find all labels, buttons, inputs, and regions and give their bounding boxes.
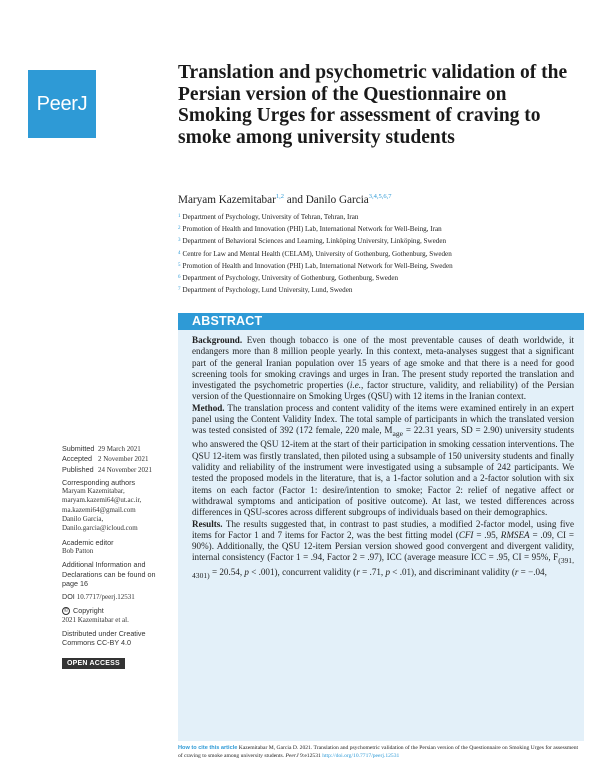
date-submitted: Submitted 29 March 2021 xyxy=(62,444,141,453)
author-line xyxy=(178,193,392,206)
affiliation-item: $^5$ Promotion of Health and Innovation (PHI) Lab, International Network for Well-Being, Sweden xyxy=(178,261,453,270)
affiliation-list xyxy=(178,211,578,296)
abstract-heading: ABSTRACT xyxy=(178,313,584,330)
citation-footer xyxy=(178,744,584,760)
corresponding-authors: Corresponding authors Maryam Kazemitabar, maryam.kazemi64@ut.ac.ir, ma.kazemi64@gmail.com Danilo Garcia, Danilo.garcia@icloud.com xyxy=(62,478,170,534)
citation-doi-link[interactable]: http://doi.org/10.7717/peerj.12531 xyxy=(322,753,400,759)
date-accepted: Accepted 2 November 2021 xyxy=(62,454,149,464)
affiliation-item: $^3$ Department of Behavioral Sciences and Learning, Linköping University, Linköping, Sweden xyxy=(178,237,447,246)
abstract-body xyxy=(178,330,584,581)
publication-dates xyxy=(62,444,170,475)
affiliation-item: $^4$ Centre for Law and Mental Health (CELAM), University of Gothenburg, Gothenburg, Sweden xyxy=(178,249,452,258)
author-name[interactable]: Danilo Garcia xyxy=(305,194,369,206)
copyright-icon: © xyxy=(63,608,69,615)
logo-text: PeerJ xyxy=(36,92,88,115)
corresponding-email[interactable]: ma.kazemi64@gmail.com xyxy=(62,505,136,514)
license-block: Distributed under Creative Commons CC-BY 4.0 xyxy=(62,629,146,648)
doi-block: DOI 10.7717/peerj.12531 xyxy=(62,592,135,602)
affiliation-item: $^6$ Department of Psychology, University of Gothenburg, Gothenburg, Sweden xyxy=(178,274,399,283)
citation-volume: 9:e12531 xyxy=(299,753,321,759)
citation-journal: PeerJ xyxy=(285,753,299,759)
peerj-logo[interactable] xyxy=(28,70,96,138)
copyright-block: © Copyright 2021 Kazemitabar et al. xyxy=(62,606,129,624)
abstract-box xyxy=(178,313,584,741)
abstract-background: Background. Even though tobacco is one of the most preventable causes of death worldwide, it endangers more than 8 million people yearly. In this context, meta-analyses suggest that a significant part of the general Iranian population over 15 years of age smoke and that there is a need for good screening tools for smoking cravings and urges in Iran. The present study reported the translation and investigated the psychometric properties (i.e., factor structure, validity, and reliability) of the Persian version of the Questionnaire on Smoking Urges (QSU) with 12 items in the Iranian context. xyxy=(192,335,574,402)
citation-text: Kazemitabar M, Garcia D. 2021. Translation and psychometric validation of the Persian version of the Questionnaire on Smoking Urges for assessment of craving to smoke among university students. xyxy=(178,745,579,759)
affiliation-item: $^1$ Department of Psychology, University of Tehran, Tehran, Iran xyxy=(178,213,359,221)
open-access-badge: OPEN ACCESS xyxy=(62,658,125,669)
affiliation-item: $^2$ Promotion of Health and Innovation (PHI) Lab, International Network for Well-Being, Iran xyxy=(178,225,442,234)
abstract-results: Results. The results suggested that, in contrast to past studies, a modified 2-factor model, using five items for Factor 1 and 7 items for Factor 2, was the best fitting model (CFI = .95, RMSEA = .09, CI = 90%). Additionally, the QSU 12-item Persian version showed good convergent and divergent validity, internal consistency (Factor 1 = .94, Factor 2 = .97), ICC (average measure ICC = .95, CI = 95%, $F_{(391, 4301)} = 20.54$, p < .001), concurrent validity (r = .71, p < .01), and discriminant validity (r = −.04, xyxy=(192,518,575,580)
citation-label: How to cite this article xyxy=(178,745,238,751)
author-affil-ref[interactable]: 3,4,5,6,7 xyxy=(368,193,392,200)
affiliation-item: $^7$ Department of Psychology, Lund University, Lund, Sweden xyxy=(178,286,353,295)
doi-link[interactable]: 10.7717/peerj.12531 xyxy=(76,593,135,602)
corresponding-email[interactable]: maryam.kazemi64@ut.ac.ir, xyxy=(62,496,142,505)
date-published: Published 24 November 2021 xyxy=(62,464,153,474)
article-sidebar xyxy=(62,444,170,670)
academic-editor: Academic editor Bob Patton xyxy=(62,537,114,555)
corresponding-line: Danilo Garcia, xyxy=(62,515,104,524)
additional-information: Additional Information and Declarations can be found on page 16 xyxy=(62,560,156,588)
author-name[interactable]: Maryam Kazemitabar xyxy=(178,194,276,206)
corresponding-line: Maryam Kazemitabar, xyxy=(62,487,125,496)
article-title: Translation and psychometric validation of the Persian version of the Questionnaire on Smoking Urges for assessment of craving to smoke among university students xyxy=(178,62,568,148)
abstract-method: Method. The translation process and content validity of the items were examined entirely in an expert panel using the Content Validity Index. The total sample of participants in which the translated version was tested consisted of 392 (172 female, 220 male, $M_{age} = 22.31$ years, SD = 2.90) university students who answered the QSU 12-item at the start of their participation in smoking cessation interventions. The QSU 12-item was firstly translated, then piloted using a subsample of 150 university students and finally validity and reliability of the instrument were investigated using a subsample of 242 participants. We tested the proposed models in the literature, that is, a 1-factor solution and a 2-factor solution with six items on each factor (Factor 1: desire/intention to smoke; Factor 2: relief of negative affect or withdrawal symptoms and anticipation of positive outcome). At last, we tested differences across differences in QSU-scores across different subgroups of individuals based on their demographics. xyxy=(192,402,574,518)
corresponding-email[interactable]: Danilo.garcia@icloud.com xyxy=(62,524,138,533)
author-connector: and xyxy=(286,194,303,206)
author-affil-ref[interactable]: 1,2 xyxy=(275,193,284,200)
